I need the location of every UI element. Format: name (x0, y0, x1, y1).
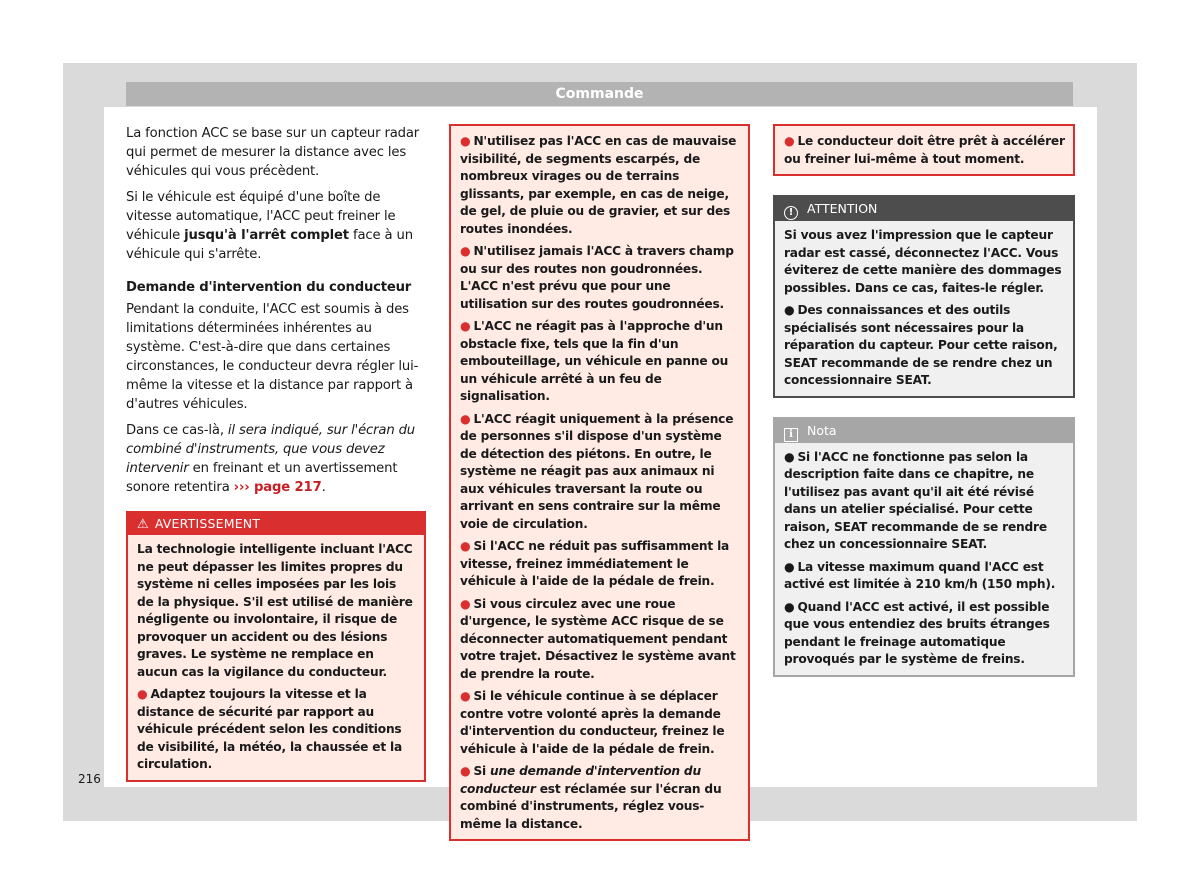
section-header (126, 82, 1073, 106)
text-span: Si le véhicule est équipé d'une boîte de vitesse automatique, l'ACC peut freiner le véhicule (126, 190, 396, 243)
bullet-text: est réclamée sur l'écran du combiné d'instruments, réglez vous-même la distance. (460, 781, 722, 831)
bullet-icon: ● (460, 244, 471, 258)
note-header (775, 419, 1073, 443)
bullet-text: N'utilisez pas l'ACC en cas de mauvaise visibilité, de segments escarpés, de nombreux virages ou de terrains glissants, par exemple, en cas de neige, de gel, de pluie ou de gravier, et sur des routes inondées. (460, 134, 737, 236)
exclamation-circle-icon: ! (784, 206, 798, 220)
warning-bullet (460, 411, 740, 534)
section-title: Commande (555, 86, 644, 102)
note-bullet (784, 599, 1065, 669)
warning-bullet (460, 243, 740, 313)
paragraph: Pendant la conduite, l'ACC est soumis à des limitations déterminées inhérentes au système. C'est-à-dire que dans certaines circonstances, le conducteur devra régler lui-même la vitesse et la distance par rapport à d'autres véhicules. (126, 302, 419, 412)
bullet-text: Le conducteur doit être prêt à accélérer ou freiner lui-même à tout moment. (784, 134, 1065, 166)
warning-continued-box (449, 124, 750, 841)
warning-bullet (784, 133, 1065, 168)
attention-body (775, 221, 1073, 396)
warning-bullet (460, 538, 740, 591)
bullet-icon: ● (784, 559, 795, 574)
bold-text: jusqu'à l'arrêt complet (184, 228, 349, 243)
attention-box (773, 195, 1075, 398)
warning-triangle-icon: ⚠ (137, 517, 149, 532)
paragraph (126, 188, 426, 264)
bullet-text: Des connaissances et des outils spécialisés sont nécessaires pour la réparation du capteur. Pour cette raison, SEAT recommande de se rendre chez un concessionnaire SEAT. (784, 303, 1058, 387)
bullet-icon: ● (137, 687, 148, 701)
note-bullet (784, 449, 1065, 554)
bullet-text: L'ACC réagit uniquement à la présence de personnes s'il dispose d'un système de détection des piétons. En outre, le système ne réagit pas aux animaux ni aux véhicules traversant la route ou arrivant en sens contraire sur la même voie de circulation. (460, 411, 734, 531)
warning-header (128, 513, 424, 535)
attention-header (775, 197, 1073, 221)
bullet-icon: ● (784, 303, 795, 317)
bullet-text: Quand l'ACC est activé, il est possible que vous entendiez des bruits étranges pendant le freinage automatique provoqués par le système de freins. (784, 599, 1050, 666)
warning-bullet (460, 596, 740, 684)
warning-text: La technologie intelligente incluant l'ACC ne peut dépasser les limites propres du système ni celles imposées par les lois de la physique. S'il est utilisé de manière négligente ou involontaire, il risque de provoquer un accident ou des lésions graves. Le système ne remplace en aucun cas la vigilance du conducteur. (137, 542, 413, 679)
text-span: . (321, 480, 326, 495)
warning-bullet (460, 318, 740, 406)
warning-title: AVERTISSEMENT (154, 516, 261, 531)
bullet-text: Si le véhicule continue à se déplacer contre votre volonté après la demande d'intervention du conducteur, freinez le véhicule à l'aide de la pédale de frein. (460, 689, 725, 756)
attention-title: ATTENTION (807, 201, 878, 216)
bullet-icon: ● (784, 449, 795, 464)
text-span: en freinant et un avertissement sonore retentira (126, 461, 398, 495)
text-span: Dans ce cas-là, (126, 423, 228, 438)
italic-text: il sera indiqué, sur l'écran du combiné d'instruments, que vous devez intervenir (126, 423, 416, 476)
bullet-icon: ● (460, 539, 471, 553)
note-box (773, 417, 1075, 677)
bullet-icon: ● (460, 689, 471, 703)
bullet-icon: ● (460, 319, 471, 333)
bullet-text: La vitesse maximum quand l'ACC est activé est limitée à 210 km/h (150 mph). (784, 559, 1056, 591)
bullet-text: Si l'ACC ne fonctionne pas selon la description faite dans ce chapitre, ne l'utilisez pas avant qu'il ait été révisé dans un atelier spécialisé. Pour cette raison, SEAT recommande de se rendre chez un concessionnaire SEAT. (784, 449, 1047, 551)
bullet-icon: ● (460, 764, 471, 778)
middle-column (449, 124, 750, 841)
warning-continued-box (773, 124, 1075, 176)
info-icon: i (784, 428, 798, 442)
warning-body (128, 535, 424, 780)
bullet-text: Si vous circulez avec une roue d'urgence, le système ACC risque de se déconnecter automatiquement pendant votre trajet. Désactivez le système avant de prendre la route. (460, 596, 736, 681)
bullet-text: Adaptez toujours la vitesse et la distance de sécurité par rapport au véhicule précédent selon les conditions de visibilité, la météo, la chaussée et la circulation. (137, 687, 403, 771)
warning-bullet (460, 688, 740, 758)
warning-bullet (137, 686, 416, 774)
italic-text: une demande d'intervention du conducteur (460, 764, 701, 796)
text-span: face à un véhicule qui s'arrête. (126, 228, 413, 262)
bullet-icon: ● (784, 599, 795, 614)
paragraph: La fonction ACC se base sur un capteur radar qui permet de mesurer la distance avec les véhicules qui vous précèdent. (126, 126, 420, 179)
warning-bullet (460, 763, 740, 833)
bullet-icon: ● (460, 596, 471, 611)
warning-body (451, 126, 748, 839)
note-body (775, 443, 1073, 675)
note-title: Nota (807, 422, 837, 438)
page-number: 216 (78, 772, 101, 786)
warning-bullet (460, 133, 740, 238)
bullet-text: Si (473, 764, 491, 778)
bullet-icon: ● (460, 411, 471, 426)
note-bullet (784, 559, 1065, 594)
sub-heading: Demande d'intervention du conducteur (126, 280, 412, 295)
left-column (126, 124, 426, 782)
attention-bullet (784, 302, 1065, 390)
attention-text: Si vous avez l'impression que le capteur radar est cassé, déconnectez l'ACC. Vous éviterez de cette manière des dommages possibles. Dans ce cas, faites-le régler. (784, 228, 1062, 295)
bullet-text: L'ACC ne réagit pas à l'approche d'un obstacle fixe, tels que la fin d'un embouteillage, un véhicule en panne ou un véhicule arrêté à un feu de signalisation. (460, 319, 729, 403)
bullet-text: Si l'ACC ne réduit pas suffisamment la vitesse, freinez immédiatement le véhicule à l'aide de la pédale de frein. (460, 539, 730, 588)
warning-box (126, 511, 426, 782)
bullet-icon: ● (460, 134, 471, 148)
bullet-icon: ● (784, 134, 795, 148)
right-column (773, 124, 1075, 677)
warning-body (775, 126, 1073, 174)
paragraph (126, 421, 426, 497)
page-reference-link[interactable]: ››› page 217 (233, 480, 322, 495)
bullet-text: N'utilisez jamais l'ACC à travers champ ou sur des routes non goudronnées. L'ACC n'est prévu que pour une utilisation sur des routes goudronnées. (460, 244, 734, 311)
